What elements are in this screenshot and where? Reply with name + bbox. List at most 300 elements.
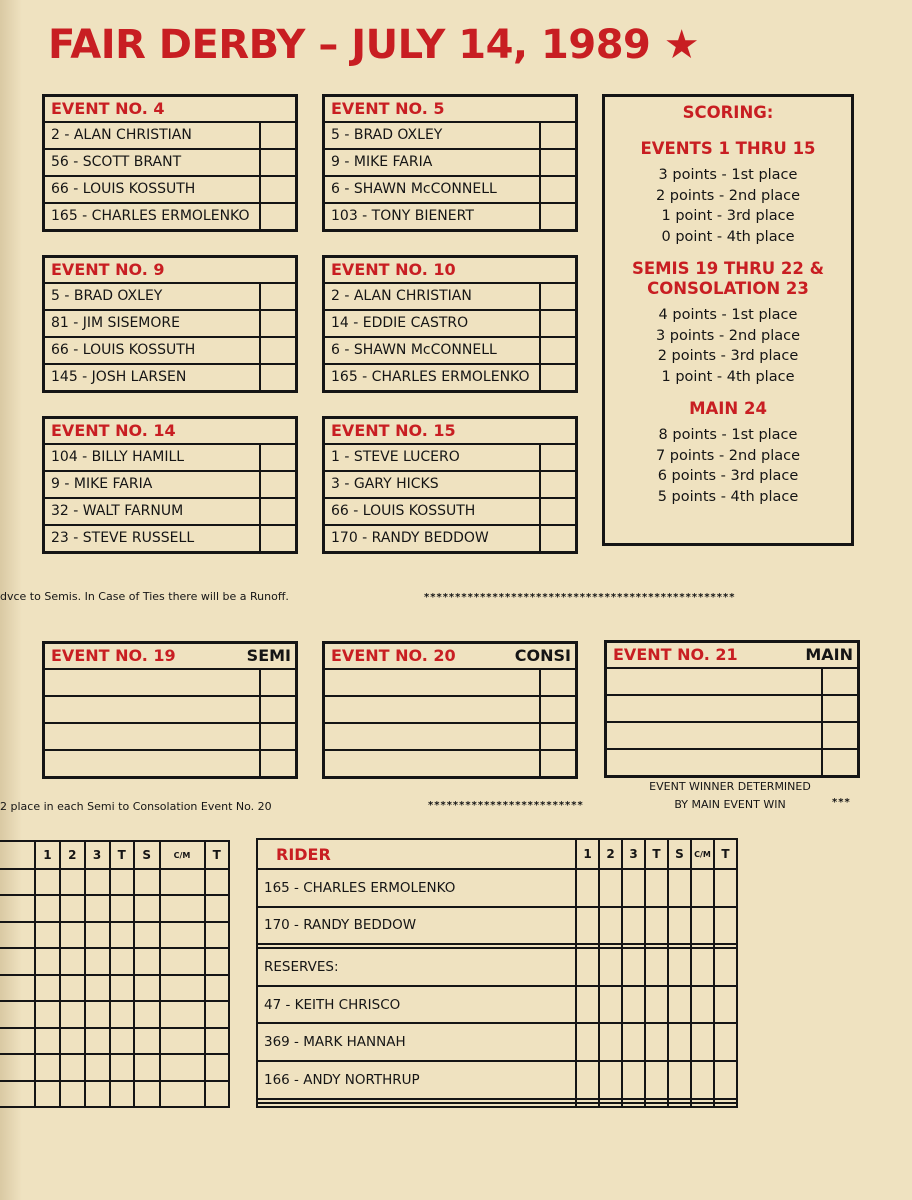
- rider-row: [325, 526, 575, 551]
- rider-name: 6 - SHAWN McCONNELL: [331, 342, 497, 358]
- scoring-line: 7 points - 2nd place: [655, 447, 801, 464]
- event-box-5: [322, 94, 578, 232]
- rider-entry: 47 - KEITH CHRISCO: [257, 986, 576, 1024]
- points-cell: [539, 697, 575, 722]
- scoring-line: 2 points - 2nd place: [655, 187, 801, 204]
- rider-row: [45, 123, 295, 150]
- rider-name: 9 - MIKE FARIA: [331, 154, 433, 170]
- grid-cell: [35, 1001, 60, 1027]
- event-box-21: [604, 640, 860, 778]
- event-heading: EVENT NO. 15: [325, 419, 575, 445]
- rider-name: [325, 724, 539, 749]
- points-cell: [539, 751, 575, 776]
- grid-cell: [60, 1028, 85, 1054]
- rider-row: [45, 445, 295, 472]
- rider-name: 165 - CHARLES ERMOLENKO: [331, 369, 530, 385]
- rider-name: [325, 697, 539, 722]
- points-cell: [259, 123, 295, 148]
- grid-cell: [622, 986, 645, 1024]
- event-title: EVENT NO. 20: [331, 646, 456, 665]
- points-cell: [259, 526, 295, 551]
- grid-cell: [205, 1081, 230, 1108]
- rider-row: [45, 284, 295, 311]
- grid-cell: [110, 975, 134, 1001]
- event-box-19: [42, 641, 298, 779]
- grid-cell: [668, 1023, 691, 1061]
- grid-cell: [205, 948, 230, 974]
- rider-row: [45, 751, 295, 776]
- grid-row: [257, 948, 737, 986]
- grid-cell: [110, 922, 134, 948]
- rider-name: 103 - TONY BIENERT: [331, 208, 474, 224]
- grid-cell: [85, 1054, 110, 1080]
- points-cell: [259, 472, 295, 497]
- rider-row: [45, 670, 295, 697]
- grid-cell: [160, 1054, 205, 1080]
- event-heading: [607, 643, 857, 669]
- grid-row: [0, 1028, 229, 1054]
- grid-cell: [60, 1081, 85, 1108]
- rider-name: 23 - STEVE RUSSELL: [51, 530, 195, 546]
- event-box-20: [322, 641, 578, 779]
- grid-cell: [110, 1054, 134, 1080]
- points-cell: [259, 311, 295, 336]
- rider-row: [607, 669, 857, 696]
- points-cell: [821, 723, 857, 748]
- semis-note: dvce to Semis. In Case of Ties there will be a Runoff.: [0, 590, 289, 603]
- rider-row: [325, 284, 575, 311]
- grid-cell: [691, 869, 714, 907]
- points-cell: [821, 669, 857, 694]
- grid-cell: [0, 922, 35, 948]
- rider-row: [325, 365, 575, 390]
- reserves-label: RESERVES:: [257, 948, 576, 986]
- grid-cell: [576, 1103, 599, 1107]
- grid-header-row: [257, 839, 737, 869]
- points-cell: [259, 338, 295, 363]
- grid-cell: [35, 1081, 60, 1108]
- grid-cell: [85, 869, 110, 895]
- rider-row: [45, 472, 295, 499]
- grid-row: [257, 1061, 737, 1099]
- grid-cell: [576, 948, 599, 986]
- points-cell: [259, 751, 295, 776]
- scoring-line: 3 points - 1st place: [658, 167, 798, 183]
- grid-cell: [85, 1028, 110, 1054]
- event-box-14: [42, 416, 298, 554]
- grid-row: [257, 986, 737, 1024]
- rider-row: [45, 499, 295, 526]
- grid-cell: [599, 907, 622, 945]
- grid-header-cell: T: [714, 839, 737, 869]
- rider-row: [325, 177, 575, 204]
- grid-cell: [160, 948, 205, 974]
- rider-name: 9 - MIKE FARIA: [51, 476, 153, 492]
- rider-name: [45, 724, 259, 749]
- grid-cell: [0, 841, 35, 869]
- points-cell: [259, 284, 295, 309]
- points-cell: [539, 284, 575, 309]
- winner-note-line: EVENT WINNER DETERMINED: [649, 780, 811, 793]
- rider-name: [45, 670, 259, 695]
- points-cell: [259, 724, 295, 749]
- rider-row: [45, 724, 295, 751]
- stars-divider: ***: [832, 797, 851, 808]
- rider-row: [325, 445, 575, 472]
- grid-cell: [0, 948, 35, 974]
- grid-cell: [35, 895, 60, 921]
- grid-cell: [134, 869, 160, 895]
- points-cell: [259, 697, 295, 722]
- rider-name: 6 - SHAWN McCONNELL: [331, 181, 497, 197]
- grid-cell: [668, 869, 691, 907]
- rider-name: 14 - EDDIE CASTRO: [331, 315, 469, 331]
- rider-row: [45, 204, 295, 229]
- grid-cell: [714, 1061, 737, 1099]
- grid-cell: [110, 948, 134, 974]
- rider-name: [45, 751, 259, 776]
- rider-row: [325, 472, 575, 499]
- scoring-line: 4 points - 1st place: [658, 307, 798, 323]
- grid-cell: [134, 922, 160, 948]
- grid-row: [0, 1054, 229, 1080]
- scoring-line: 3 points - 2nd place: [655, 327, 801, 344]
- grid-cell: [160, 1028, 205, 1054]
- event-type-tag: CONSI: [514, 646, 571, 665]
- grid-cell: [714, 1023, 737, 1061]
- rider-row: [45, 697, 295, 724]
- rider-row: [325, 670, 575, 697]
- grid-cell: [576, 1061, 599, 1099]
- scoring-line: 6 points - 3rd place: [657, 468, 799, 484]
- grid-cell: [60, 895, 85, 921]
- points-cell: [259, 499, 295, 524]
- grid-cell: [645, 907, 668, 945]
- rider-row: [45, 150, 295, 177]
- rider-name: 66 - LOUIS KOSSUTH: [331, 503, 476, 519]
- grid-header-cell: C/M: [691, 839, 714, 869]
- event-box-4: [42, 94, 298, 232]
- grid-cell: [691, 907, 714, 945]
- rider-name: 2 - ALAN CHRISTIAN: [51, 127, 192, 143]
- rider-row: [607, 750, 857, 775]
- grid-cell: [85, 1081, 110, 1108]
- grid-cell: [599, 869, 622, 907]
- grid-cell: [35, 948, 60, 974]
- rider-row: [325, 338, 575, 365]
- grid-cell: [85, 948, 110, 974]
- grid-cell: [0, 1001, 35, 1027]
- grid-cell: [85, 895, 110, 921]
- points-cell: [259, 177, 295, 202]
- grid-cell: [645, 986, 668, 1024]
- rider-name: [325, 751, 539, 776]
- event-box-10: [322, 255, 578, 393]
- grid-row: [0, 869, 229, 895]
- grid-cell: [599, 948, 622, 986]
- rider-name: 104 - BILLY HAMILL: [51, 449, 185, 465]
- scoring-line: 1 point - 3rd place: [661, 208, 795, 224]
- grid-cell: [60, 869, 85, 895]
- stars-divider: *************************: [428, 800, 584, 811]
- grid-cell: [160, 975, 205, 1001]
- grid-row: [0, 948, 229, 974]
- grid-cell: [205, 975, 230, 1001]
- grid-cell: [576, 907, 599, 945]
- points-cell: [259, 445, 295, 470]
- grid-cell: [110, 895, 134, 921]
- event-type-tag: MAIN: [805, 645, 853, 664]
- points-cell: [259, 670, 295, 695]
- grid-cell: [205, 895, 230, 921]
- grid-header-cell: 1: [576, 839, 599, 869]
- grid-cell: [622, 1103, 645, 1107]
- grid-cell: [714, 907, 737, 945]
- grid-cell: [645, 869, 668, 907]
- grid-cell: [645, 1061, 668, 1099]
- points-cell: [539, 526, 575, 551]
- grid-cell: [599, 986, 622, 1024]
- event-heading: EVENT NO. 14: [45, 419, 295, 445]
- grid-cell: [668, 1061, 691, 1099]
- scoring-heading: SCORING:: [682, 103, 774, 122]
- grid-row: [0, 1081, 229, 1108]
- rider-row: [45, 365, 295, 390]
- points-cell: [539, 311, 575, 336]
- grid-row: [0, 922, 229, 948]
- grid-cell: [576, 1023, 599, 1061]
- grid-cell: [134, 1081, 160, 1108]
- rider-entry: 166 - ANDY NORTHRUP: [257, 1061, 576, 1099]
- grid-header-cell: 2: [60, 841, 85, 869]
- rider-entry: 170 - RANDY BEDDOW: [257, 907, 576, 945]
- grid-cell: [714, 986, 737, 1024]
- grid-cell: [85, 975, 110, 1001]
- grid-header-cell: 2: [599, 839, 622, 869]
- grid-cell: [622, 1023, 645, 1061]
- rider-row: [45, 338, 295, 365]
- grid-cell: [134, 1001, 160, 1027]
- consolation-note: 2 place in each Semi to Consolation Event No. 20: [0, 800, 272, 813]
- grid-cell: [110, 1081, 134, 1108]
- rider-name: 2 - ALAN CHRISTIAN: [331, 288, 472, 304]
- rider-name: 165 - CHARLES ERMOLENKO: [51, 208, 250, 224]
- grid-row: [257, 1103, 737, 1107]
- rider-row: [45, 311, 295, 338]
- grid-cell: [0, 895, 35, 921]
- page-title: FAIR DERBY – JULY 14, 1989 ★: [48, 22, 700, 68]
- grid-row: [0, 975, 229, 1001]
- points-cell: [539, 123, 575, 148]
- scoring-box: [602, 94, 854, 546]
- grid-header-cell: C/M: [160, 841, 205, 869]
- rider-row: [325, 697, 575, 724]
- points-cell: [539, 150, 575, 175]
- event-heading: EVENT NO. 9: [45, 258, 295, 284]
- grid-cell: [668, 1103, 691, 1107]
- rider-row: [325, 204, 575, 229]
- rider-row: [45, 177, 295, 204]
- rider-row: [325, 150, 575, 177]
- rider-name: 66 - LOUIS KOSSUTH: [51, 342, 196, 358]
- grid-cell: [0, 1028, 35, 1054]
- rider-name: 145 - JOSH LARSEN: [51, 369, 187, 385]
- rider-row: [325, 499, 575, 526]
- rider-name: [607, 669, 821, 694]
- grid-cell: [599, 1023, 622, 1061]
- grid-cell: [35, 1054, 60, 1080]
- scoring-section-title: MAIN 24: [689, 399, 767, 418]
- grid-cell: [110, 869, 134, 895]
- grid-cell: [160, 895, 205, 921]
- rider-name: 81 - JIM SISEMORE: [51, 315, 180, 331]
- grid-cell: [60, 975, 85, 1001]
- grid-cell: [714, 869, 737, 907]
- event-box-15: [322, 416, 578, 554]
- points-cell: [821, 696, 857, 721]
- rider-name: [607, 750, 821, 775]
- grid-row: [257, 907, 737, 945]
- grid-cell: [576, 869, 599, 907]
- scoring-line: 1 point - 4th place: [661, 368, 795, 385]
- grid-header-cell: 1: [35, 841, 60, 869]
- rider-name: [607, 696, 821, 721]
- rider-name: 56 - SCOTT BRANT: [51, 154, 182, 170]
- rider-row: [325, 751, 575, 776]
- rider-row: [45, 526, 295, 551]
- rider-name: 32 - WALT FARNUM: [51, 503, 184, 519]
- grid-cell: [110, 1028, 134, 1054]
- grid-row: [0, 895, 229, 921]
- rider-name: 5 - BRAD OXLEY: [51, 288, 163, 304]
- scoring-line: 0 point - 4th place: [661, 228, 795, 245]
- grid-cell: [160, 1081, 205, 1108]
- event-heading: EVENT NO. 5: [325, 97, 575, 123]
- grid-cell: [134, 895, 160, 921]
- grid-row: [257, 1023, 737, 1061]
- grid-header-cell: T: [205, 841, 230, 869]
- rider-score-grid: [256, 838, 738, 1108]
- grid-cell: [134, 1054, 160, 1080]
- points-cell: [259, 204, 295, 229]
- grid-cell: [691, 986, 714, 1024]
- grid-cell: [35, 869, 60, 895]
- scoring-line: 8 points - 1st place: [658, 427, 798, 443]
- grid-cell: [645, 1103, 668, 1107]
- grid-cell: [60, 1054, 85, 1080]
- grid-cell: [622, 1061, 645, 1099]
- grid-cell: [0, 975, 35, 1001]
- grid-row: [0, 1001, 229, 1027]
- rider-name: [325, 670, 539, 695]
- rider-row: [607, 696, 857, 723]
- rider-name: [607, 723, 821, 748]
- grid-cell: [60, 922, 85, 948]
- scoring-section-title: EVENTS 1 THRU 15: [640, 139, 816, 158]
- points-cell: [539, 177, 575, 202]
- points-cell: [539, 670, 575, 695]
- event-title: EVENT NO. 19: [51, 646, 176, 665]
- event-type-tag: SEMI: [246, 646, 291, 665]
- rider-entry: [257, 1103, 576, 1107]
- grid-cell: [35, 1028, 60, 1054]
- scoring-line: 5 points - 4th place: [657, 488, 799, 505]
- points-cell: [539, 338, 575, 363]
- scoring-section-title: CONSOLATION 23: [647, 279, 809, 298]
- grid-cell: [668, 948, 691, 986]
- rider-entry: 369 - MARK HANNAH: [257, 1023, 576, 1061]
- grid-cell: [60, 1001, 85, 1027]
- grid-header-cell: 3: [85, 841, 110, 869]
- grid-cell: [205, 1001, 230, 1027]
- scoring-section-title: SEMIS 19 THRU 22 &: [631, 259, 825, 278]
- grid-header-cell: S: [134, 841, 160, 869]
- grid-cell: [668, 986, 691, 1024]
- grid-cell: [645, 1023, 668, 1061]
- grid-cell: [110, 1001, 134, 1027]
- grid-cell: [35, 975, 60, 1001]
- grid-cell: [645, 948, 668, 986]
- grid-cell: [691, 948, 714, 986]
- points-cell: [539, 445, 575, 470]
- grid-cell: [691, 1061, 714, 1099]
- rider-row: [325, 724, 575, 751]
- grid-cell: [576, 986, 599, 1024]
- grid-cell: [85, 922, 110, 948]
- rider-entry: 165 - CHARLES ERMOLENKO: [257, 869, 576, 907]
- grid-cell: [35, 922, 60, 948]
- grid-cell: [714, 1103, 737, 1107]
- event-box-9: [42, 255, 298, 393]
- grid-cell: [691, 1023, 714, 1061]
- grid-cell: [0, 1081, 35, 1108]
- grid-cell: [160, 869, 205, 895]
- grid-cell: [205, 922, 230, 948]
- grid-cell: [134, 948, 160, 974]
- stars-divider: **************************************************: [424, 592, 736, 603]
- points-cell: [259, 150, 295, 175]
- rider-name: [45, 697, 259, 722]
- grid-cell: [0, 1054, 35, 1080]
- points-cell: [539, 472, 575, 497]
- grid-cell: [160, 922, 205, 948]
- grid-cell: [205, 869, 230, 895]
- rider-name: 66 - LOUIS KOSSUTH: [51, 181, 196, 197]
- points-cell: [539, 724, 575, 749]
- grid-header-cell: T: [645, 839, 668, 869]
- event-heading: [45, 644, 295, 670]
- grid-cell: [668, 907, 691, 945]
- rider-column-header: RIDER: [257, 839, 576, 869]
- points-cell: [821, 750, 857, 775]
- points-cell: [539, 204, 575, 229]
- grid-cell: [205, 1028, 230, 1054]
- rider-row: [607, 723, 857, 750]
- winner-note: [628, 778, 832, 814]
- grid-cell: [0, 869, 35, 895]
- rider-row: [325, 123, 575, 150]
- rider-name: 5 - BRAD OXLEY: [331, 127, 443, 143]
- rider-name: 1 - STEVE LUCERO: [331, 449, 460, 465]
- grid-cell: [599, 1103, 622, 1107]
- points-cell: [539, 365, 575, 390]
- event-heading: [325, 644, 575, 670]
- grid-row: [257, 869, 737, 907]
- event-heading: EVENT NO. 4: [45, 97, 295, 123]
- grid-cell: [60, 948, 85, 974]
- grid-cell: [134, 1028, 160, 1054]
- grid-cell: [622, 869, 645, 907]
